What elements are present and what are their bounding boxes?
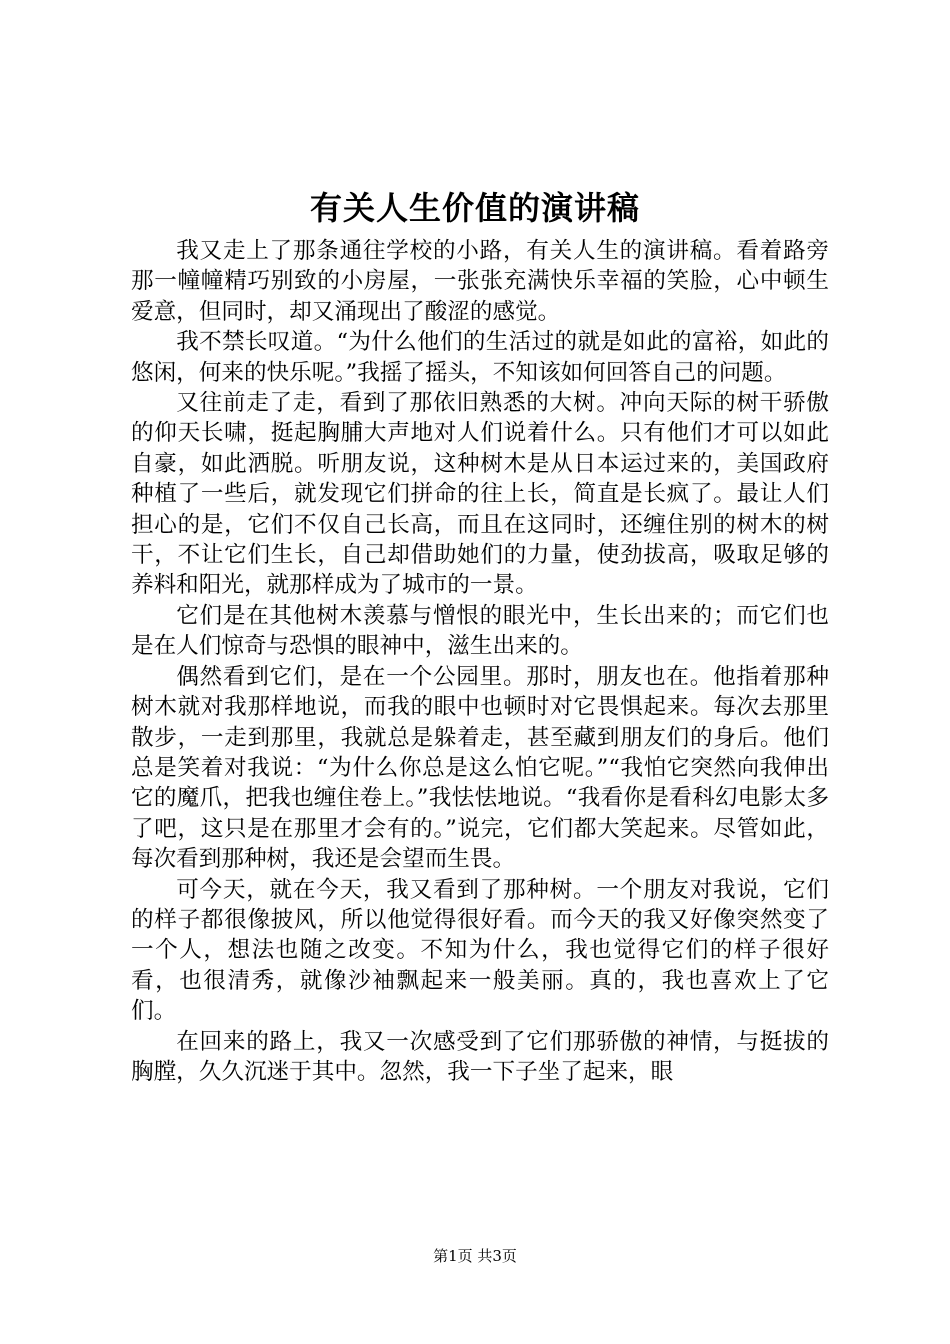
page-indicator: 第1页 共3页 <box>433 1247 517 1265</box>
paragraph: 在回来的路上，我又一次感受到了它们那骄傲的神情，与挺拔的胸膛，久久沉迷于其中。忽然，我一下子坐了起来，眼 <box>131 1028 829 1085</box>
document-body <box>131 236 829 1087</box>
paragraph: 偶然看到它们，是在一个公园里。那时，朋友也在。他指着那种树木就对我那样地说，而我的眼中也顿时对它畏惧起来。每次去那里散步，一走到那里，我就总是躲着走，甚至藏到朋友们的身后。他们总是笑着对我说：“为什么你总是这么怕它呢。”“我怕它突然向我伸出它的魔爪，把我也缠住卷上。”我怯怯地说。“我看你是看科幻电影太多了吧，这只是在那里才会有的。”说完，它们都大笑起来。尽管如此，每次看到那种树，我还是会望而生畏。 <box>131 663 829 873</box>
paragraph: 又往前走了走，看到了那依旧熟悉的大树。冲向天际的树干骄傲的仰天长啸，挺起胸脯大声地对人们说着什么。只有他们才可以如此自豪，如此洒脱。听朋友说，这种树木是从日本运过来的，美国政府种植了一些后，就发现它们拼命的往上长，简直是长疯了。最让人们担心的是，它们不仅自己长高，而且在这同时，还缠住别的树木的树干，不让它们生长，自己却借助她们的力量，使劲拔高，吸取足够的养料和阳光，就那样成为了城市的一景。 <box>131 390 829 599</box>
paragraph: 它们是在其他树木羡慕与憎恨的眼光中，生长出来的；而它们也是在人们惊奇与恐惧的眼神中，滋生出来的。 <box>131 602 829 660</box>
page-footer <box>0 1246 950 1266</box>
paragraph: 我又走上了那条通往学校的小路，有关人生的演讲稿。看着路旁那一幢幢精巧别致的小房屋，一张张充满快乐幸福的笑脸，心中顿生爱意，但同时，却又涌现出了酸涩的感觉。 <box>131 238 829 325</box>
paragraph: 我不禁长叹道。“为什么他们的生活过的就是如此的富裕，如此的悠闲，何来的快乐呢。”我摇了摇头，不知该如何回答自己的问题。 <box>131 329 829 386</box>
paragraph: 可今天，就在今天，我又看到了那种树。一个朋友对我说，它们的样子都很像披风，所以他觉得很好看。而今天的我又好像突然变了一个人，想法也随之改变。不知为什么，我也觉得它们的样子很好看，也很清秀，就像沙袖飘起来一般美丽。真的，我也喜欢上了它们。 <box>131 876 829 1025</box>
document-title: 有关人生价值的演讲稿 <box>309 189 640 227</box>
